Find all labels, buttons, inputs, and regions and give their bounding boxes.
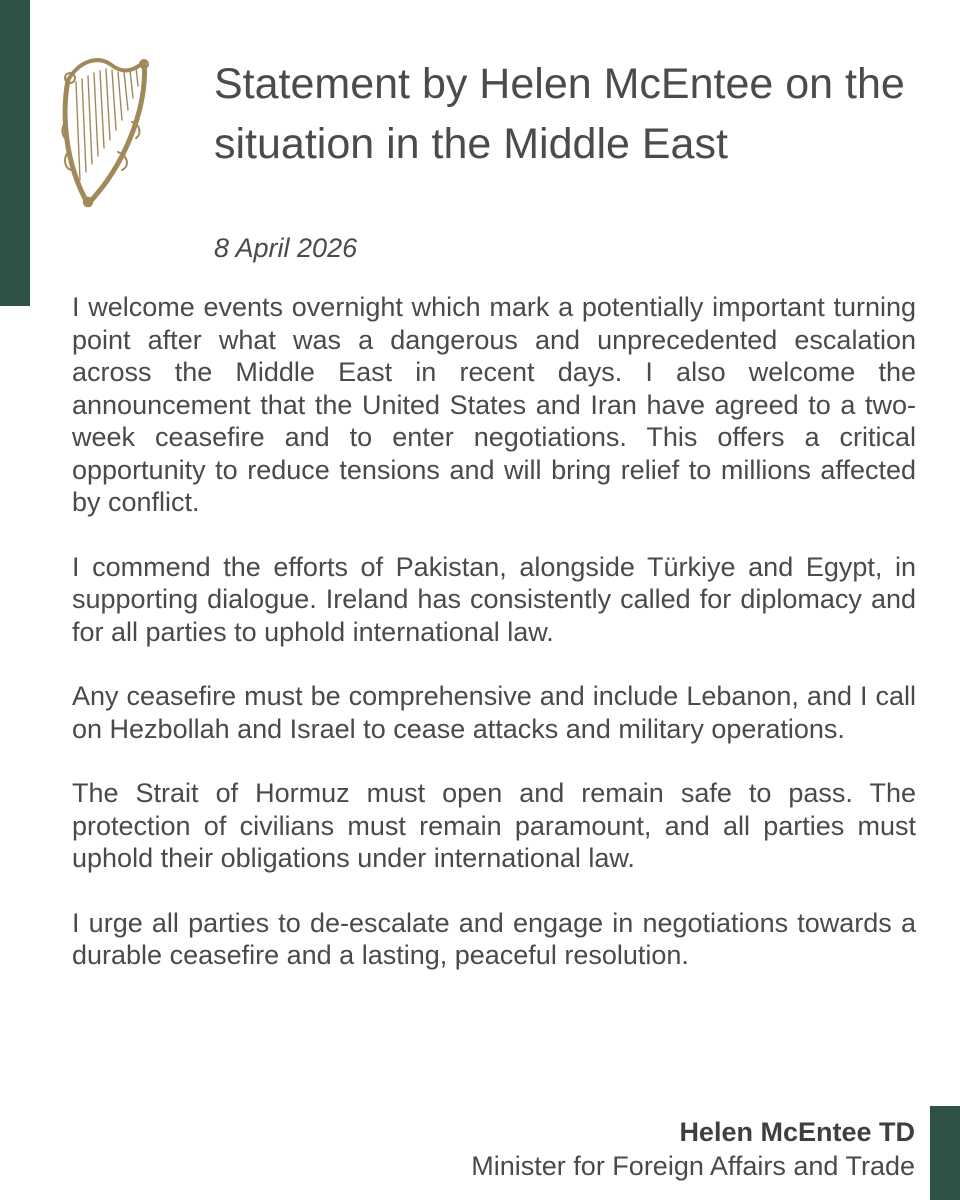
paragraph: Any ceasefire must be comprehensive and include Lebanon, and I call on Hezbollah and Israel to cease attacks and military operations. [72,681,916,744]
paragraph: The Strait of Hormuz must open and remain safe to pass. The protection of civilians must remain paramount, and all parties must uphold their obligations under international law. [72,778,916,873]
paragraph: I commend the efforts of Pakistan, alongside Türkiye and Egypt, in supporting dialogue. Ireland has consistently called for diplomacy and for all parties to uphold international law. [72,551,916,647]
accent-bar-bottom [930,1106,960,1200]
statement-body [72,291,916,1004]
signature-name: Helen McEntee TD [679,1117,915,1147]
signature-title: Minister for Foreign Affairs and Trade [471,1151,915,1181]
harp-icon [58,52,156,212]
accent-bar-top [0,0,30,306]
statement-date: 8 April 2026 [214,233,358,263]
paragraph: I urge all parties to de-escalate and engage in negotiations towards a durable ceasefire and a lasting, peaceful resolution. [72,907,916,970]
signature-block [471,1115,915,1183]
paragraph: I welcome events overnight which mark a potentially important turning point after what was a dangerous and unprecedented escalation across the Middle East in recent days. I also welcome the announcement that the United States and Iran have agreed to a two-week ceasefire and to enter negotiations. This offers a critical opportunity to reduce tensions and will bring relief to millions affected by conflict. [72,292,916,517]
page-title: Statement by Helen McEntee on the situation in the Middle East [214,60,905,168]
